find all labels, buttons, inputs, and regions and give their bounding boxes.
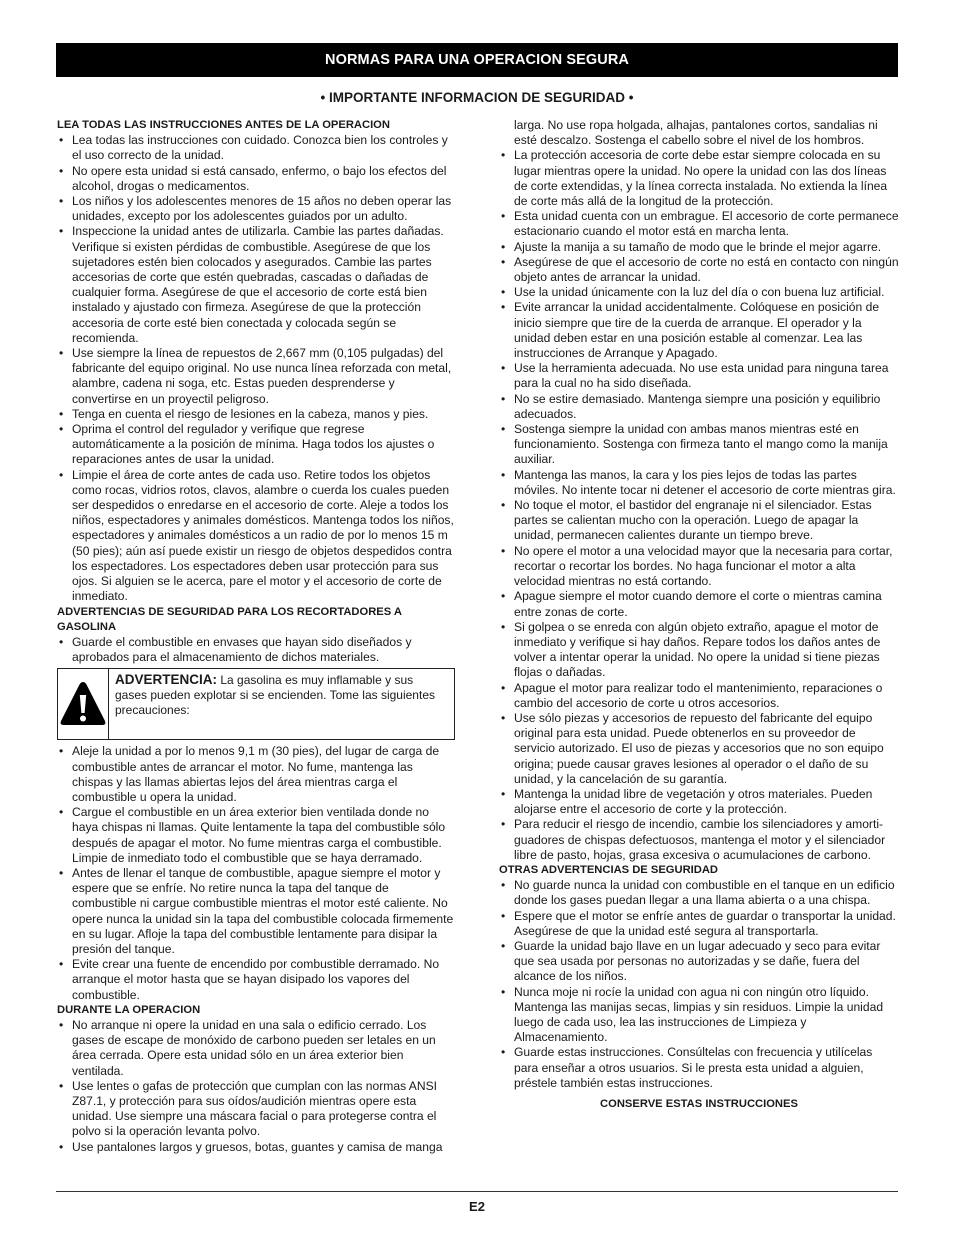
bullet-list bbox=[57, 1018, 455, 1155]
list-item: • No opere esta unidad si está cansado, enfermo, o bajo los efectos del alcohol, drogas o medicamentos. bbox=[57, 164, 455, 194]
list-item: • Los niños y los adolescentes menores de 15 años no deben operar las unidades, excepto por los adolescentes guiados por un adulto. bbox=[57, 194, 455, 224]
list-item: • Limpie el área de corte antes de cada uso. Retire todos los objetos como rocas, vidrios rotos, clavos, alambre o cuerda los cuales pueden ser despedidos o enredarse en el accesorio de corte. Aleje a todos los niños, espectadores y animales domésticos. Mantenga todos los niños, espectadores y animales domésticos a un radio de por lo menos 15 m (50 pies); aún así puede existir un riesgo de objetos despedidos contra los espectadores. Los espectadores deben usar protección para sus ojos. Si alguien se le acerca, pare el motor y el accesorio de corte de inmediato. bbox=[57, 468, 455, 605]
list-item: • Cargue el combustible en un área exterior bien ventilada donde no haya chispas ni llamas. Quite lentamente la tapa del combustible sólo después de apagar el motor. No fume mientras carga el combustible. Limpie de inmediato todo el combustible que se haya derramado. bbox=[57, 805, 455, 866]
list-item: • Apague el motor para realizar todo el mantenimiento, reparaciones o cambio del accesorio de corte u otros accesorios. bbox=[499, 681, 899, 711]
list-item: • Ajuste la manija a su tamaño de modo que le brinde el mejor agarre. bbox=[499, 240, 899, 255]
list-item: • Use sólo piezas y accesorios de repuesto del fabricante del equipo original para esta unidad. Puede obtenerlos en su proveedor de servicio autorizado. El uso de piezas y accesorios que no son equipo origina; puede causar graves lesiones al operador o el daño de su unidad, y la cancelación de su garantía. bbox=[499, 711, 899, 787]
conserve-note: CONSERVE ESTAS INSTRUCCIONES bbox=[600, 1098, 798, 1110]
warning-text bbox=[109, 669, 454, 739]
list-item: • No arranque ni opere la unidad en una sala o edificio cerrado. Los gases de escape de monóxido de carbono pueden ser letales en un área cerrada. Opere esta unidad sólo en un área exterior bien ventilada. bbox=[57, 1018, 455, 1079]
list-item: • Oprima el control del regulador y verifique que regrese automáticamente a la posición de mínima. Haga todos los ajustes o reparaciones antes de usar la unidad. bbox=[57, 422, 455, 468]
warning-label: ADVERTENCIA: bbox=[115, 672, 218, 688]
section-title: DURANTE LA OPERACION bbox=[57, 1003, 201, 1016]
list-item: • Mantenga las manos, la cara y los pies lejos de todas las partes móviles. No intente tocar ni detener el accesorio de corte mientras gira. bbox=[499, 468, 899, 498]
bullet-list bbox=[57, 635, 455, 665]
list-item: • Use siempre la línea de repuestos de 2,667 mm (0,105 pulgadas) del fabricante del equipo original. No use nunca línea reforzada con metal, alambre, cadena ni soga, etc. Estas pueden desprenderse y convertirse en un proyectil peligroso. bbox=[57, 346, 455, 407]
list-item: • Use pantalones largos y gruesos, botas, guantes y camisa de manga bbox=[57, 1140, 455, 1155]
list-item: • No guarde nunca la unidad con combustible en el tanque en un edificio donde los gases puedan llegar a una llama abierta o a una chispa. bbox=[499, 878, 899, 908]
warning-box bbox=[57, 668, 455, 740]
section-title: ADVERTENCIAS DE SEGURIDAD PARA LOS RECORTADORES A GASOLINA bbox=[57, 605, 402, 633]
list-item: • Lea todas las instrucciones con cuidado. Conozca bien los controles y el uso correcto de la unidad. bbox=[57, 133, 455, 163]
list-item: • Use la herramienta adecuada. No use esta unidad para ninguna tarea para la cual no ha sido diseñada. bbox=[499, 361, 899, 391]
list-item: • No opere el motor a una velocidad mayor que la necesaria para cortar, recortar o recortar los bordes. No haga funcionar el motor a alta velocidad mientras no está cortando. bbox=[499, 544, 899, 590]
list-item: • Esta unidad cuenta con un embrague. El accesorio de corte permanece estacionario cuando el motor está en marcha lenta. bbox=[499, 209, 899, 239]
list-item: • Inspeccione la unidad antes de utilizarla. Cambie las partes dañadas. Verifique si existen pérdidas de combustible. Asegúrese de que los sujetadores estén bien colocados y asegurados. Cambie las partes accesorias de corte que estén quebradas, cascadas o dañadas de cualquier forma. Asegúrese de que el accesorio de corte está bien instalado y ajustado con firmeza. Asegúrese de que la protección accesoria de corte esté bien conectada y colocada según se recomienda. bbox=[57, 224, 455, 346]
bullet-list bbox=[57, 744, 455, 1002]
list-item: • Tenga en cuenta el riesgo de lesiones en la cabeza, manos y pies. bbox=[57, 407, 455, 422]
list-item: • Guarde el combustible en envases que hayan sido diseñados y aprobados para el almacenamiento de dichos materiales. bbox=[57, 635, 455, 665]
bullet-list bbox=[57, 133, 455, 604]
list-item: • La protección accesoria de corte debe estar siempre colocada en su lugar mientras opere la unidad. No opere la unidad con las dos líneas de corte extendidas, y la línea correcta instalada. No extienda la línea de corte más allá de la longitud de la protección. bbox=[499, 148, 899, 209]
list-item: • Nunca moje ni rocíe la unidad con agua ni con ningún otro líquido. Mantenga las manijas secas, limpias y sin residuos. Limpie la unidad luego de cada uso, lea las instrucciones de Limpieza y Almacenamiento. bbox=[499, 985, 899, 1046]
page-number: E2 bbox=[469, 1199, 485, 1214]
list-item: • Si golpea o se enreda con algún objeto extraño, apague el motor de inmediato y verifique si hay daños. Repare todos los daños antes de volver a intentar operar la unidad. No opere la unidad si tiene piezas flojas o dañadas. bbox=[499, 620, 899, 681]
left-column bbox=[57, 118, 455, 1155]
continued-text: larga. No use ropa holgada, alhajas, pantalones cortos, sandalias ni esté descalzo. Sostenga el cabello sobre el nivel de los hombros. bbox=[514, 118, 878, 148]
list-item: • Asegúrese de que el accesorio de corte no está en contacto con ningún objeto antes de arrancar la unidad. bbox=[499, 255, 899, 285]
list-item: • Sostenga siempre la unidad con ambas manos mientras esté en funcionamiento. Sostenga con firmeza tanto el mango como la manija auxiliar. bbox=[499, 422, 899, 468]
footer-divider bbox=[56, 1191, 898, 1192]
list-item: • Aleje la unidad a por lo menos 9,1 m (30 pies), del lugar de carga de combustible antes de arrancar el motor. No fume, mantenga las chispas y las llamas abiertas lejos del área mientras carga el combustible u opera la unidad. bbox=[57, 744, 455, 805]
section-title: OTRAS ADVERTENCIAS DE SEGURIDAD bbox=[499, 863, 719, 876]
warning-triangle-icon bbox=[58, 679, 108, 729]
list-item: • Evite arrancar la unidad accidentalmente. Colóquese en posición de inicio siempre que tire de la cuerda de arranque. El operador y la unidad deben estar en una posición estable al comenzar. Lea las instrucciones de Arranque y Apagado. bbox=[499, 300, 899, 361]
section-title: LEA TODAS LAS INSTRUCCIONES ANTES DE LA OPERACION bbox=[57, 119, 390, 131]
list-item: • No toque el motor, el bastidor del engranaje ni el silenciador. Estas partes se calientan mucho con la operación. Luego de apagar la unidad, permanecen calientes durante un tiempo breve. bbox=[499, 498, 899, 544]
list-item: • Para reducir el riesgo de incendio, cambie los silenciadores y amorti-guadores de chispas defectuosos, mantenga el motor y el silenciador libre de pasto, hojas, grasa excesiva o acumulaciones de carbono. bbox=[499, 817, 899, 863]
list-item: • No se estire demasiado. Mantenga siempre una posición y equilibrio adecuados. bbox=[499, 392, 899, 422]
list-item: • Apague siempre el motor cuando demore el corte o mientras camina entre zonas de corte. bbox=[499, 589, 899, 619]
list-item: • Use la unidad únicamente con la luz del día o con buena luz artificial. bbox=[499, 285, 899, 300]
bullet-list bbox=[499, 878, 899, 1091]
subtitle: • IMPORTANTE INFORMACION DE SEGURIDAD • bbox=[320, 90, 634, 105]
list-item: • Guarde la unidad bajo llave en un lugar adecuado y seco para evitar que sea usada por personas no autorizadas y se dañe, fuera del alcance de los niños. bbox=[499, 939, 899, 985]
list-item: • Use lentes o gafas de protección que cumplan con las normas ANSI Z87.1, y protección para sus oídos/audición mientras opere esta unidad. Use siempre una máscara facial o para protegerse contra el polvo si la operación levanta polvo. bbox=[57, 1079, 455, 1140]
list-item: • Guarde estas instrucciones. Consúltelas con frecuencia y utilícelas para enseñar a otros usuarios. Si le presta esta unidad a alguien, préstele también estas instrucciones. bbox=[499, 1045, 899, 1091]
bullet-list bbox=[499, 148, 899, 863]
list-item: • Espere que el motor se enfríe antes de guardar o transportar la unidad. Asegúrese de que la unidad esté segura al transportarla. bbox=[499, 909, 899, 939]
list-item: • Evite crear una fuente de encendido por combustible derramado. No arranque el motor hasta que se hayan disipado los vapores del combustible. bbox=[57, 957, 455, 1003]
warning-body: La gasolina es muy inflamable y sus gases pueden explotar si se encienden. Tome las siguientes precauciones: bbox=[115, 673, 435, 717]
right-column bbox=[499, 118, 899, 1112]
list-item: • Mantenga la unidad libre de vegetación y otros materiales. Pueden alojarse entre el accesorio de corte y la protección. bbox=[499, 787, 899, 817]
list-item: • Antes de llenar el tanque de combustible, apague siempre el motor y espere que se enfríe. No retire nunca la tapa del tanque de combustible ni cargue combustible mientras el motor esté caliente. No opere nunca la unidad sin la tapa del combustible colocada firmemente en su lugar. Afloje la tapa del combustible lentamente para disipar la presión del tanque. bbox=[57, 866, 455, 957]
section-header: NORMAS PARA UNA OPERACION SEGURA bbox=[56, 43, 898, 77]
warning-icon-cell bbox=[58, 669, 109, 739]
